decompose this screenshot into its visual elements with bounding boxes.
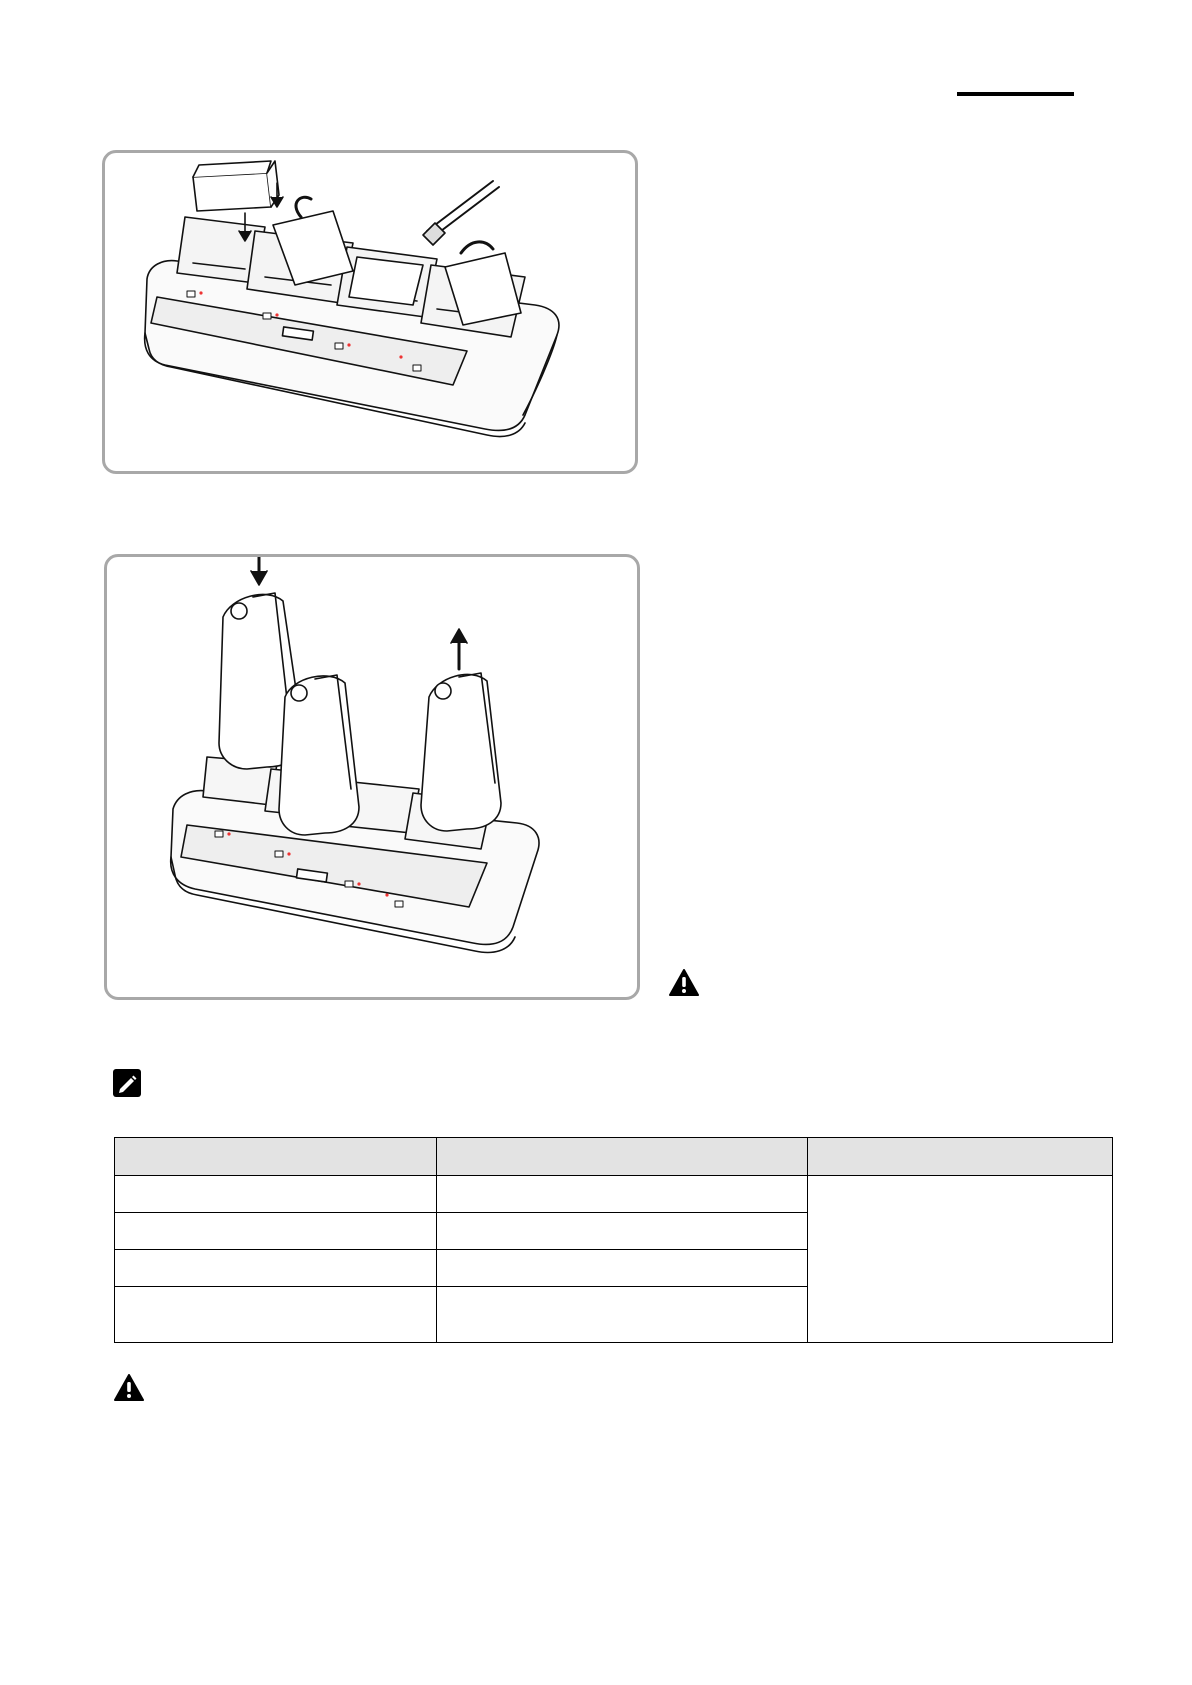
warning-icon: [114, 1373, 144, 1403]
table-cell: [115, 1213, 437, 1250]
table-cell: [115, 1250, 437, 1287]
table-merged-cell: [808, 1176, 1113, 1343]
table-row: [115, 1176, 1113, 1213]
battery-charger-illustration: [105, 153, 635, 471]
table-cell: [437, 1213, 808, 1250]
printer-cradle-figure: [104, 554, 640, 1000]
table-header-1: [115, 1138, 437, 1176]
table-cell: [115, 1287, 437, 1343]
warning-icon: [669, 968, 699, 998]
table-header-3: [808, 1138, 1113, 1176]
battery-charger-figure: [102, 150, 638, 474]
spec-table: [114, 1137, 1113, 1343]
table-cell: [437, 1176, 808, 1213]
table-cell: [437, 1250, 808, 1287]
header-rule: [957, 92, 1074, 96]
table-cell: [437, 1287, 808, 1343]
table-cell: [115, 1176, 437, 1213]
pencil-note-icon: [112, 1068, 142, 1098]
table-header-2: [437, 1138, 808, 1176]
printer-cradle-illustration: [107, 557, 637, 997]
